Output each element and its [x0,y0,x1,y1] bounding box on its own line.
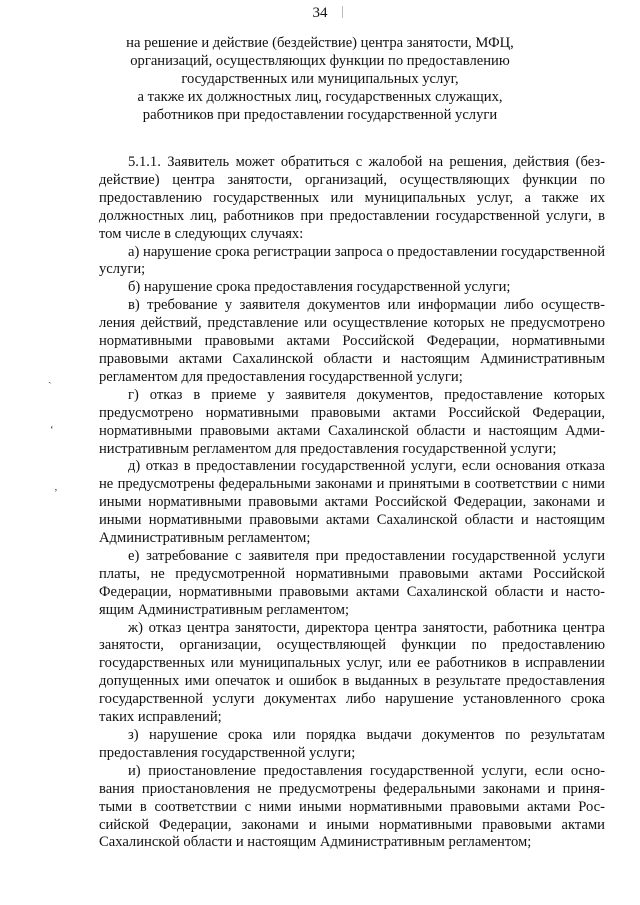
paragraph-item-d: д) отказ в предоставлении государственной услуги, если основания отказа не предусмотрены федеральными законами и принятыми в соответствии с ними иными нормативными правовыми актами Российской Федерации, законами и иными нормативными правовыми актами Сахалинской области и настоящим Административным регламентом; [99,458,605,547]
heading-line-3: государственных или муниципальных услуг, [181,71,459,88]
heading-line-1: на решение и действие (бездействие) центра занятости, МФЦ, [126,35,514,51]
paragraph-item-b: б) нарушение срока предоставления государственной услуги; [128,279,511,296]
paragraph-item-a: а) нарушение срока регистрации запроса о предоставлении государственной услуги; [99,243,605,278]
paragraph-item-i: и) приостановление предоставления государственной услуги, если основания приостановления не предусмотрены федеральными законами и принятыми в соответствии с ними иными нормативными правовыми актами Российской Федерации, законами и иными нормативными правовыми актами Сахалинской области и настоящим Административным регламентом; [99,762,605,851]
scan-margin-mark: ˏ [48,372,52,384]
paragraph-item-e: е) затребование с заявителя при предоставлении государственной услуги платы, не предусмотренной нормативными правовыми актами Российской Федерации, нормативными правовыми актами Сахалинской области и настоящим Административным регламентом; [99,547,605,618]
heading-line-2: организаций, осуществляющих функции по предоставлению [130,53,510,70]
scan-margin-mark: ʻ [50,424,54,436]
paragraph-item-zh: ж) отказ центра занятости, директора центра занятости, работника центра занятости, организации, осуществляющей функции по предоставлению государственных или муниципальных услуг, или ее работников в исправлении допущенных ими опечаток и ошибок в выданных в результате предоставления государственной услуги документах либо нарушение установленного срока таких исправлений; [99,619,605,726]
paragraph-5-1-1: 5.1.1. Заявитель может обратиться с жалобой на решения, действия (бездействие) центра занятости, организаций, осуществляющих функции по предоставлению государственных или муниципальных услуг, а также их должностных лиц, работников при предоставлении государственной услуги, в том числе в следующих случаях: [99,154,605,242]
paragraph-item-v: в) требование у заявителя документов или информации либо осуществления действий, представление или осуществление которых не предусмотрено нормативными правовыми актами Российской Федерации, нормативными правовыми актами Сахалинской области и настоящим Административным регламентом для предоставления государственной услуги; [99,297,605,385]
scan-margin-mark: ʼ [54,487,58,499]
heading-line-4: а также их должностных лиц, государственных служащих, [137,89,503,106]
paragraph-item-g: г) отказ в приеме у заявителя документов, предоставление которых предусмотрено нормативными правовыми актами Российской Федерации, нормативными правовыми актами Сахалинской области и настоящим Административным регламентом для предоставления государственной услуги; [99,386,605,457]
paragraph-item-z: з) нарушение срока или порядка выдачи документов по результатам предоставления государственной услуги; [99,727,605,761]
heading-line-5: работников при предоставлении государственной услуги [142,107,498,124]
body-text [99,154,605,852]
page-number: 34 [312,5,328,21]
section-heading [0,34,640,124]
